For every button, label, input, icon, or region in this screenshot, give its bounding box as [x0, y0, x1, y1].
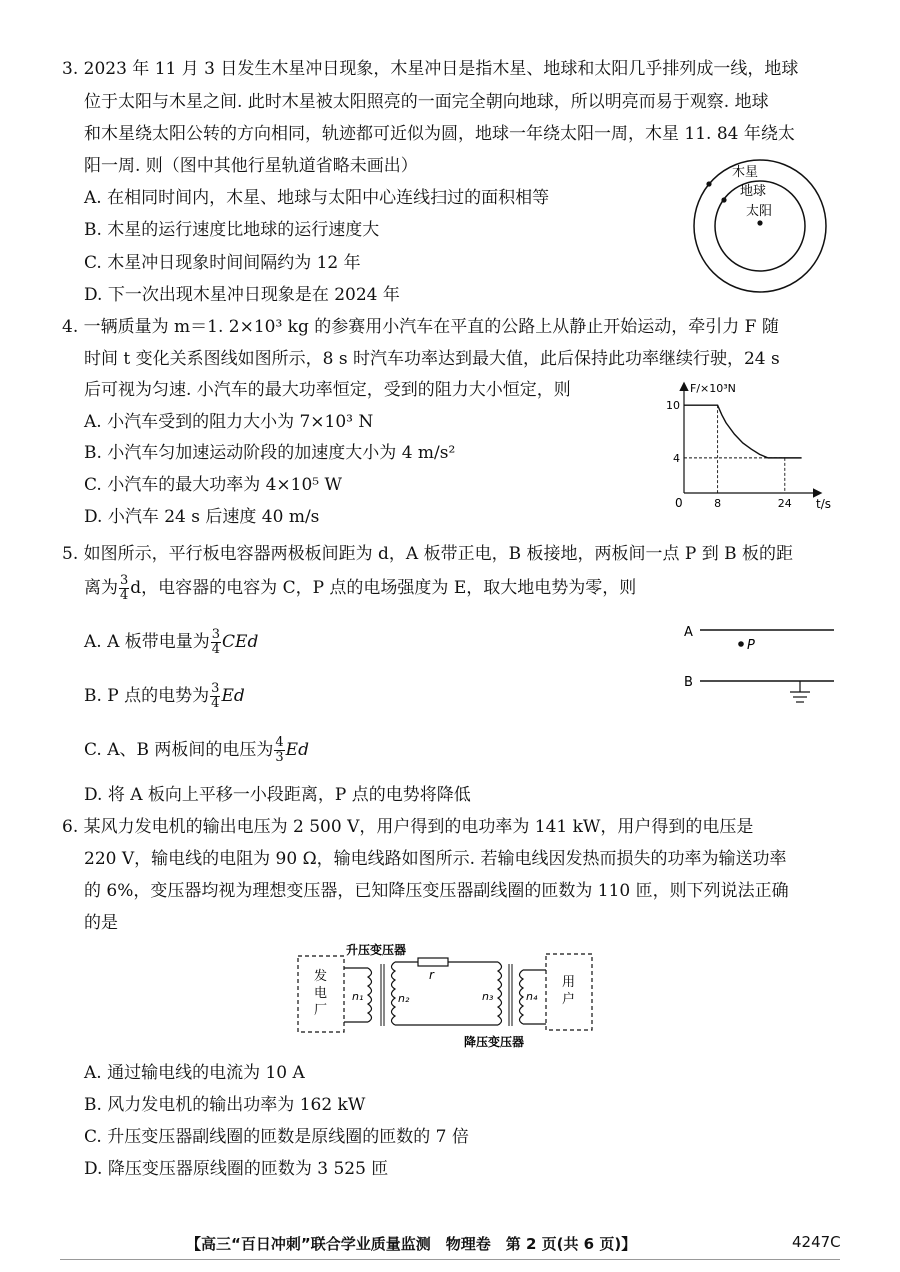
q4-option-d: D. 小汽车 24 s 后速度 40 m/s: [84, 507, 320, 527]
q5-stem-post: d，电容器的电容为 C，P 点的电场强度为 E，取大地电势为零，则: [130, 578, 637, 598]
option-text: C. A、B 两板间的电压为: [84, 740, 274, 760]
q3-option-a: A. 在相同时间内，木星、地球与太阳中心连线扫过的面积相等: [84, 188, 550, 208]
power-plant-label: 发电厂: [314, 969, 328, 1018]
jupiter-label: 木星: [732, 165, 759, 180]
q6-stem-line-4: 的是: [84, 913, 118, 933]
q5-option-b: [84, 682, 245, 711]
jupiter-dot: [706, 181, 711, 186]
option-fraction: [274, 736, 284, 765]
step-down-label: 降压变压器: [464, 1035, 525, 1049]
plate-b-label: B: [684, 675, 693, 690]
q3-option-b: B. 木星的运行速度比地球的运行速度大: [84, 220, 380, 240]
step-up-label: 升压变压器: [346, 943, 407, 957]
footer-title: 【高三“百日冲刺”联合学业质量监测 物理卷 第 2 页(共 6 页)】: [186, 1235, 637, 1253]
y-tick-label: 4: [673, 451, 680, 465]
q5-stem-fraction: [119, 574, 129, 603]
option-fraction: [210, 682, 220, 711]
q3-stem-line-2: 位于太阳与木星之间. 此时木星被太阳照亮的一面完全朝向地球，所以明亮而易于观察. 地球: [84, 92, 769, 112]
label-n3: n₃: [482, 990, 494, 1003]
option-text: Ed: [285, 740, 309, 760]
orbit-diagram: [690, 156, 830, 298]
q4-stem-line-1: 4. 一辆质量为 m＝1. 2×10³ kg 的参赛用小汽车在平直的公路上从静止开始运动，牵引力 F 随: [62, 317, 779, 337]
jupiter-orbit: [694, 160, 826, 292]
footer-code: 4247C: [792, 1233, 841, 1251]
footer-divider: [60, 1259, 840, 1260]
q4-stem-line-2: 时间 t 变化关系图线如图所示，8 s 时汽车功率达到最大值，此后保持此功率继续行驶，24 s: [84, 349, 780, 369]
fraction-denominator: 4: [211, 642, 221, 657]
option-text: CEd: [222, 632, 259, 652]
force-curve: [684, 405, 802, 458]
point-p-dot: [738, 641, 744, 647]
q5-option-d: D. 将 A 板向上平移一小段距离，P 点的电势将降低: [84, 785, 471, 805]
sun-dot: [757, 220, 762, 225]
plate-a-label: A: [684, 625, 693, 640]
x-tick-label: 8: [714, 497, 722, 510]
coil-n4: [520, 970, 524, 1024]
user-label: 用户: [562, 975, 576, 1007]
y-tick-label: 10: [666, 399, 680, 413]
fraction-numerator: 3: [211, 627, 221, 642]
fraction-numerator: 4: [275, 735, 284, 750]
q6-option-c: C. 升压变压器副线圈的匝数是原线圈的匝数的 7 倍: [84, 1127, 469, 1147]
q3-stem-line-1: 3. 2023 年 11 月 3 日发生木星冲日现象，木星冲日是指木星、地球和太阳几乎排列成一线，地球: [62, 59, 799, 79]
q6-option-d: D. 降压变压器原线圈的匝数为 3 525 匝: [84, 1159, 389, 1179]
earth-dot: [721, 197, 726, 202]
x-axis-label: t/s: [816, 497, 831, 511]
transmission-diagram: [290, 942, 600, 1054]
fraction-numerator: 3: [120, 573, 129, 588]
line-resistor: [418, 958, 448, 966]
sun-label: 太阳: [746, 204, 773, 219]
fraction-denominator: 4: [120, 588, 129, 603]
force-time-chart: [660, 378, 840, 514]
q6-stem-line-2: 220 V，输电线的电阻为 90 Ω，输电线路如图所示. 若输电线因发热而损失的功率为输送功率: [84, 849, 787, 869]
q4-option-b: B. 小汽车匀加速运动阶段的加速度大小为 4 m/s²: [84, 443, 456, 463]
q5-stem-line-1: 5. 如图所示，平行板电容器两极板间距为 d，A 板带正电，B 板接地，两板间一点 P 到 B 板的距: [62, 544, 794, 564]
option-text: Ed: [221, 686, 245, 706]
resistor-label: r: [429, 968, 434, 982]
y-axis-label: F/×10³N: [690, 382, 736, 395]
q5-stem-pre: 离为: [84, 578, 118, 598]
q3-stem-line-4: 阳一周. 则（图中其他行星轨道省略未画出）: [84, 156, 418, 176]
ground-symbol: [790, 681, 810, 702]
q3-stem-line-3: 和木星绕太阳公转的方向相同，轨迹都可近似为圆，地球一年绕太阳一周，木星 11. 84 年绕太: [84, 124, 795, 144]
label-n2: n₂: [398, 992, 410, 1005]
q4-stem-line-3: 后可视为匀速. 小汽车的最大功率恒定，受到的阻力大小恒定，则: [84, 380, 571, 400]
q5-option-a: [84, 628, 258, 657]
q3-option-c: C. 木星冲日现象时间间隔约为 12 年: [84, 253, 361, 273]
coil-n1: [368, 968, 372, 1022]
q6-stem-line-1: 6. 某风力发电机的输出电压为 2 500 V，用户得到的电功率为 141 kW，用户得到的电压是: [62, 817, 754, 837]
q3-option-d: D. 下一次出现木星冲日现象是在 2024 年: [84, 285, 400, 305]
q4-option-a: A. 小汽车受到的阻力大小为 7×10³ N: [84, 412, 374, 432]
coil-n2: [392, 962, 396, 1025]
q5-option-c: [84, 736, 309, 765]
fraction-denominator: 4: [211, 696, 220, 711]
option-text: B. P 点的电势为: [84, 686, 210, 706]
coil-n3: [498, 962, 502, 1025]
label-n4: n₄: [526, 990, 538, 1003]
earth-label: 地球: [740, 184, 767, 199]
q6-option-b: B. 风力发电机的输出功率为 162 kW: [84, 1095, 366, 1115]
capacitor-diagram: [680, 618, 840, 710]
fraction-numerator: 3: [211, 681, 220, 696]
q5-stem-line-2: [84, 574, 636, 603]
x-tick-label: 24: [777, 497, 792, 510]
option-text: A. A 板带电量为: [84, 632, 210, 652]
fraction-denominator: 3: [275, 750, 284, 765]
option-fraction: [211, 628, 221, 657]
q6-option-a: A. 通过输电线的电流为 10 A: [84, 1063, 305, 1083]
point-p-label: P: [747, 638, 755, 653]
q6-stem-line-3: 的 6%，变压器均视为理想变压器，已知降压变压器副线圈的匝数为 110 匝，则下列说法正确: [84, 881, 789, 901]
q4-option-c: C. 小汽车的最大功率为 4×10⁵ W: [84, 475, 342, 495]
origin-label: 0: [675, 496, 683, 510]
label-n1: n₁: [352, 990, 364, 1003]
